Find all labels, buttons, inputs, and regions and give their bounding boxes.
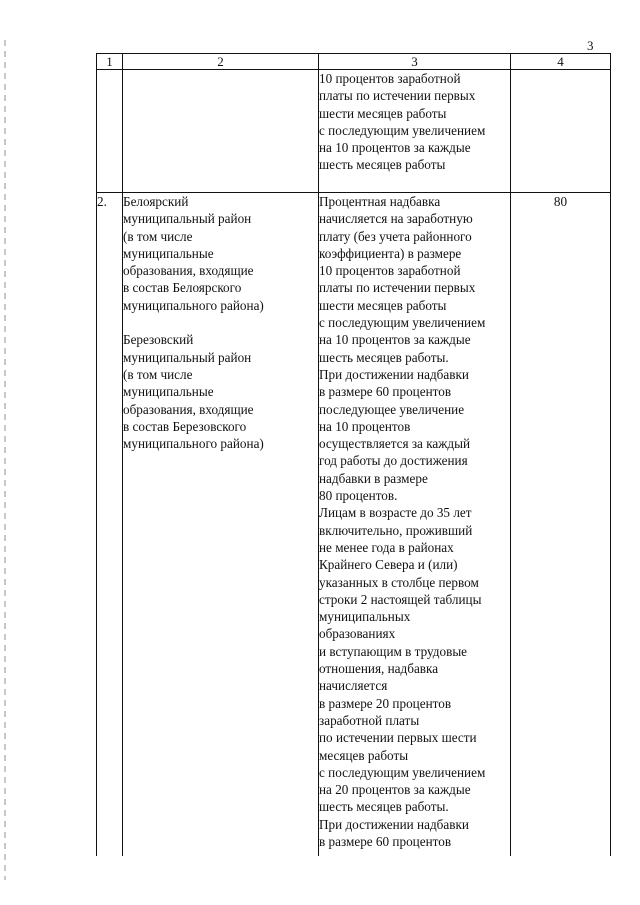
conditions-line: в размере 20 процентов bbox=[319, 695, 452, 711]
conditions-cell bbox=[319, 193, 511, 857]
region-line: (в том числе bbox=[123, 228, 193, 244]
region-cell bbox=[123, 193, 319, 857]
conditions-line: 10 процентов заработной bbox=[319, 263, 461, 279]
header-cell-3: 3 bbox=[319, 54, 511, 70]
conditions-line: Лицам в возрасте до 35 лет bbox=[319, 505, 472, 521]
page-number: 3 bbox=[587, 38, 594, 53]
conditions-line: не менее года в районах bbox=[319, 539, 454, 555]
conditions-line: отношения, надбавка bbox=[319, 661, 439, 677]
region-line: муниципальные bbox=[123, 384, 214, 400]
conditions-line: на 20 процентов за каждые bbox=[319, 782, 471, 798]
conditions-line: начисляется bbox=[319, 678, 388, 694]
cont-cell-4 bbox=[511, 70, 611, 193]
conditions-line: 80 процентов. bbox=[319, 488, 398, 504]
cont-cell-2 bbox=[123, 70, 319, 193]
cont-text-line: 10 процентов заработной bbox=[319, 71, 461, 86]
conditions-line: месяцев работы bbox=[319, 747, 409, 763]
conditions-line: на 10 процентов за каждые bbox=[319, 332, 471, 348]
region-line: муниципального района) bbox=[123, 436, 264, 452]
region-line: образования, входящие bbox=[123, 263, 254, 279]
conditions-line: шесть месяцев работы. bbox=[319, 799, 449, 815]
conditions-line: Крайнего Севера и (или) bbox=[319, 557, 458, 573]
region-line: в состав Березовского bbox=[123, 418, 247, 434]
conditions-line: год работы до достижения bbox=[319, 453, 468, 469]
table-header-row bbox=[97, 54, 611, 70]
conditions-line: включительно, проживший bbox=[319, 522, 473, 538]
cont-cell-1 bbox=[97, 70, 123, 193]
conditions-line: образованиях bbox=[319, 626, 396, 642]
conditions-line: коэффициента) в размере bbox=[319, 245, 462, 261]
max-allowance-value: 80 bbox=[511, 193, 611, 857]
header-cell-2: 2 bbox=[123, 54, 319, 70]
conditions-line: на 10 процентов bbox=[319, 418, 411, 434]
row-number: 2. bbox=[97, 193, 123, 857]
conditions-line: с последующим увеличением bbox=[319, 764, 486, 780]
conditions-line: начисляется на заработную bbox=[319, 211, 473, 227]
cont-text-line: шесть месяцев работы bbox=[319, 157, 446, 173]
region-line: муниципальные bbox=[123, 245, 214, 261]
region-line: Белоярский bbox=[123, 194, 189, 209]
conditions-line: строки 2 настоящей таблицы bbox=[319, 591, 482, 607]
conditions-line: по истечении первых шести bbox=[319, 730, 477, 746]
header-cell-4: 4 bbox=[511, 54, 611, 70]
region-line: муниципальный район bbox=[123, 211, 252, 227]
header-cell-1: 1 bbox=[97, 54, 123, 70]
region-line: образования, входящие bbox=[123, 401, 254, 417]
conditions-line: муниципальных bbox=[319, 609, 411, 625]
conditions-line: надбавки в размере bbox=[319, 470, 428, 486]
conditions-line: в размере 60 процентов bbox=[319, 384, 452, 400]
allowance-table bbox=[96, 53, 611, 856]
cont-text-line: платы по истечении первых bbox=[319, 88, 476, 104]
conditions-line: При достижении надбавки bbox=[319, 816, 469, 832]
conditions-line: плату (без учета районного bbox=[319, 228, 472, 244]
region-line: в состав Белоярского bbox=[123, 280, 242, 296]
cont-text-line: шести месяцев работы bbox=[319, 105, 447, 121]
cont-cell-3 bbox=[319, 70, 511, 193]
conditions-line: последующее увеличение bbox=[319, 401, 465, 417]
conditions-line: и вступающим в трудовые bbox=[319, 643, 468, 659]
conditions-line: При достижении надбавки bbox=[319, 366, 469, 382]
conditions-line: шесть месяцев работы. bbox=[319, 349, 449, 365]
conditions-line: указанных в столбце первом bbox=[319, 574, 479, 590]
conditions-line: платы по истечении первых bbox=[319, 280, 476, 296]
continuation-row bbox=[97, 70, 611, 193]
region-line: (в том числе bbox=[123, 366, 193, 382]
conditions-line: заработной платы bbox=[319, 712, 420, 728]
conditions-line: Процентная надбавка bbox=[319, 194, 441, 209]
scan-edge-artifact bbox=[4, 40, 6, 880]
region-line: муниципального района) bbox=[123, 297, 264, 313]
conditions-line: осуществляется за каждый bbox=[319, 436, 470, 452]
conditions-line: с последующим увеличением bbox=[319, 315, 486, 331]
region-line: муниципальный район bbox=[123, 349, 252, 365]
cont-text-line: на 10 процентов за каждые bbox=[319, 140, 471, 156]
region-line: Березовский bbox=[123, 332, 194, 348]
conditions-line: в размере 60 процентов bbox=[319, 833, 452, 849]
conditions-line: шести месяцев работы bbox=[319, 297, 447, 313]
table-row-2 bbox=[97, 193, 611, 857]
cont-text-line: с последующим увеличением bbox=[319, 122, 486, 138]
